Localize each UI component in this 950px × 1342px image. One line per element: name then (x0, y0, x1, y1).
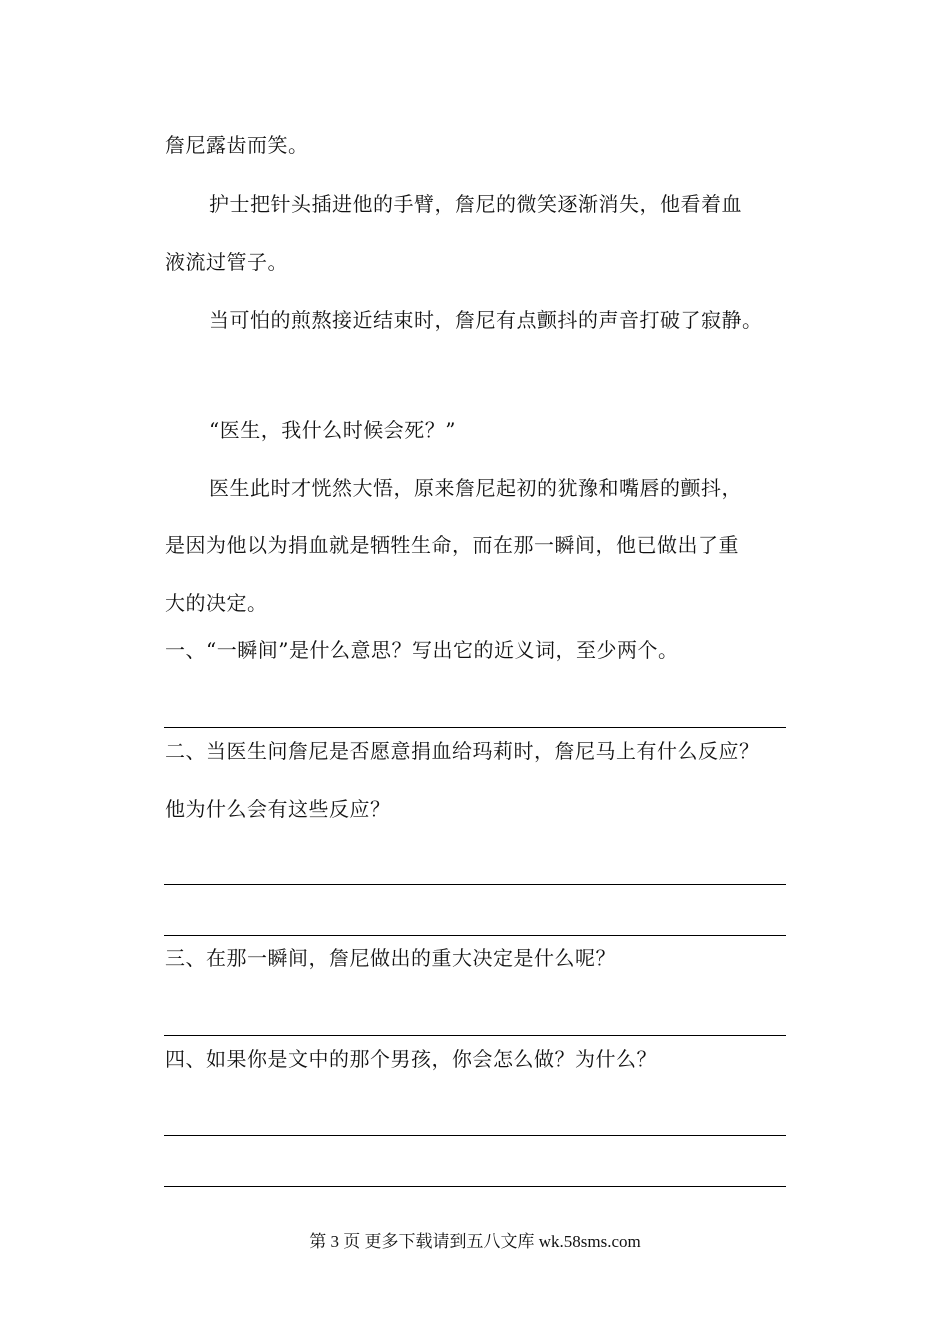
passage-line: 医生此时才恍然大悟，原来詹尼起初的犹豫和嘴唇的颤抖， (209, 476, 742, 500)
answer-line[interactable] (164, 884, 786, 885)
question-text: 他为什么会有这些反应？ (165, 797, 391, 821)
passage-line: 詹尼露齿而笑。 (165, 133, 309, 157)
passage-line: “医生，我什么时候会死？” (209, 418, 456, 442)
question-text: 一、“一瞬间”是什么意思？写出它的近义词，至少两个。 (165, 638, 679, 662)
question-text: 三、在那一瞬间，詹尼做出的重大决定是什么呢？ (165, 946, 616, 970)
passage-line: 液流过管子。 (165, 250, 288, 274)
passage-line: 是因为他以为捐血就是牺牲生命，而在那一瞬间，他已做出了重 (165, 533, 739, 557)
answer-line[interactable] (164, 727, 786, 728)
passage-line: 大的决定。 (165, 591, 268, 615)
answer-line[interactable] (164, 1186, 786, 1187)
question-text: 二、当医生问詹尼是否愿意捐血给玛莉时，詹尼马上有什么反应？ (165, 739, 760, 763)
answer-line[interactable] (164, 935, 786, 936)
question-text: 四、如果你是文中的那个男孩，你会怎么做？为什么？ (165, 1047, 657, 1071)
passage-line: 当可怕的煎熬接近结束时，詹尼有点颤抖的声音打破了寂静。 (209, 308, 763, 332)
page-footer: 第 3 页 更多下载请到五八文库 wk.58sms.com (309, 1232, 641, 1251)
passage-line: 护士把针头插进他的手臂，詹尼的微笑逐渐消失，他看着血 (209, 192, 742, 216)
answer-line[interactable] (164, 1135, 786, 1136)
answer-line[interactable] (164, 1035, 786, 1036)
